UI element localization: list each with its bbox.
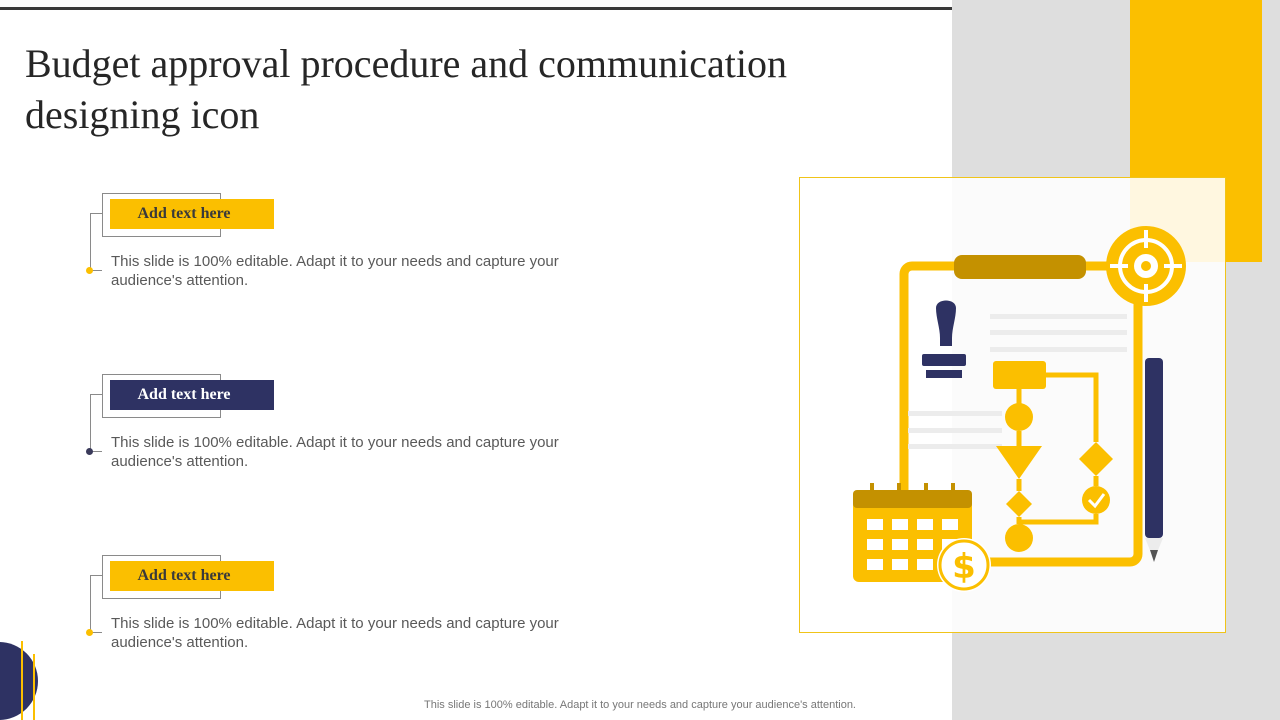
item-label[interactable]: Add text here (110, 380, 274, 410)
dollar-coin-icon (937, 538, 991, 592)
pencil-icon (1145, 358, 1163, 562)
text-item-3 (0, 555, 600, 665)
stamp-icon (922, 301, 966, 379)
currency-symbol: $ (952, 547, 976, 587)
connector-line (90, 575, 91, 632)
item-label[interactable]: Add text here (110, 561, 274, 591)
item-description[interactable]: This slide is 100% editable. Adapt it to your needs and capture your audience's attention. (111, 434, 559, 470)
connector-line (90, 394, 103, 395)
connector-line (90, 575, 103, 576)
decorative-line (33, 654, 35, 720)
target-icon (1106, 226, 1186, 306)
flowchart-icon (993, 361, 1113, 552)
footer-note: This slide is 100% editable. Adapt it to your needs and capture your audience's attention. (424, 699, 856, 711)
slide-title: Budget approval procedure and communication designing icon (25, 41, 787, 137)
bullet-dot (86, 448, 93, 455)
item-label[interactable]: Add text here (110, 199, 274, 229)
decorative-line (21, 641, 23, 720)
connector-line (90, 394, 91, 451)
bullet-dot (86, 267, 93, 274)
connector-line (90, 213, 91, 270)
text-item-2 (0, 374, 600, 484)
item-description[interactable]: This slide is 100% editable. Adapt it to your needs and capture your audience's attention. (111, 615, 559, 651)
item-description[interactable]: This slide is 100% editable. Adapt it to your needs and capture your audience's attention. (111, 253, 559, 289)
checkmark-icon (1082, 486, 1110, 514)
illustration-card (799, 177, 1226, 633)
text-item-1 (0, 193, 600, 303)
budget-approval-illustration (800, 178, 1227, 634)
bullet-dot (86, 629, 93, 636)
connector-line (90, 213, 103, 214)
